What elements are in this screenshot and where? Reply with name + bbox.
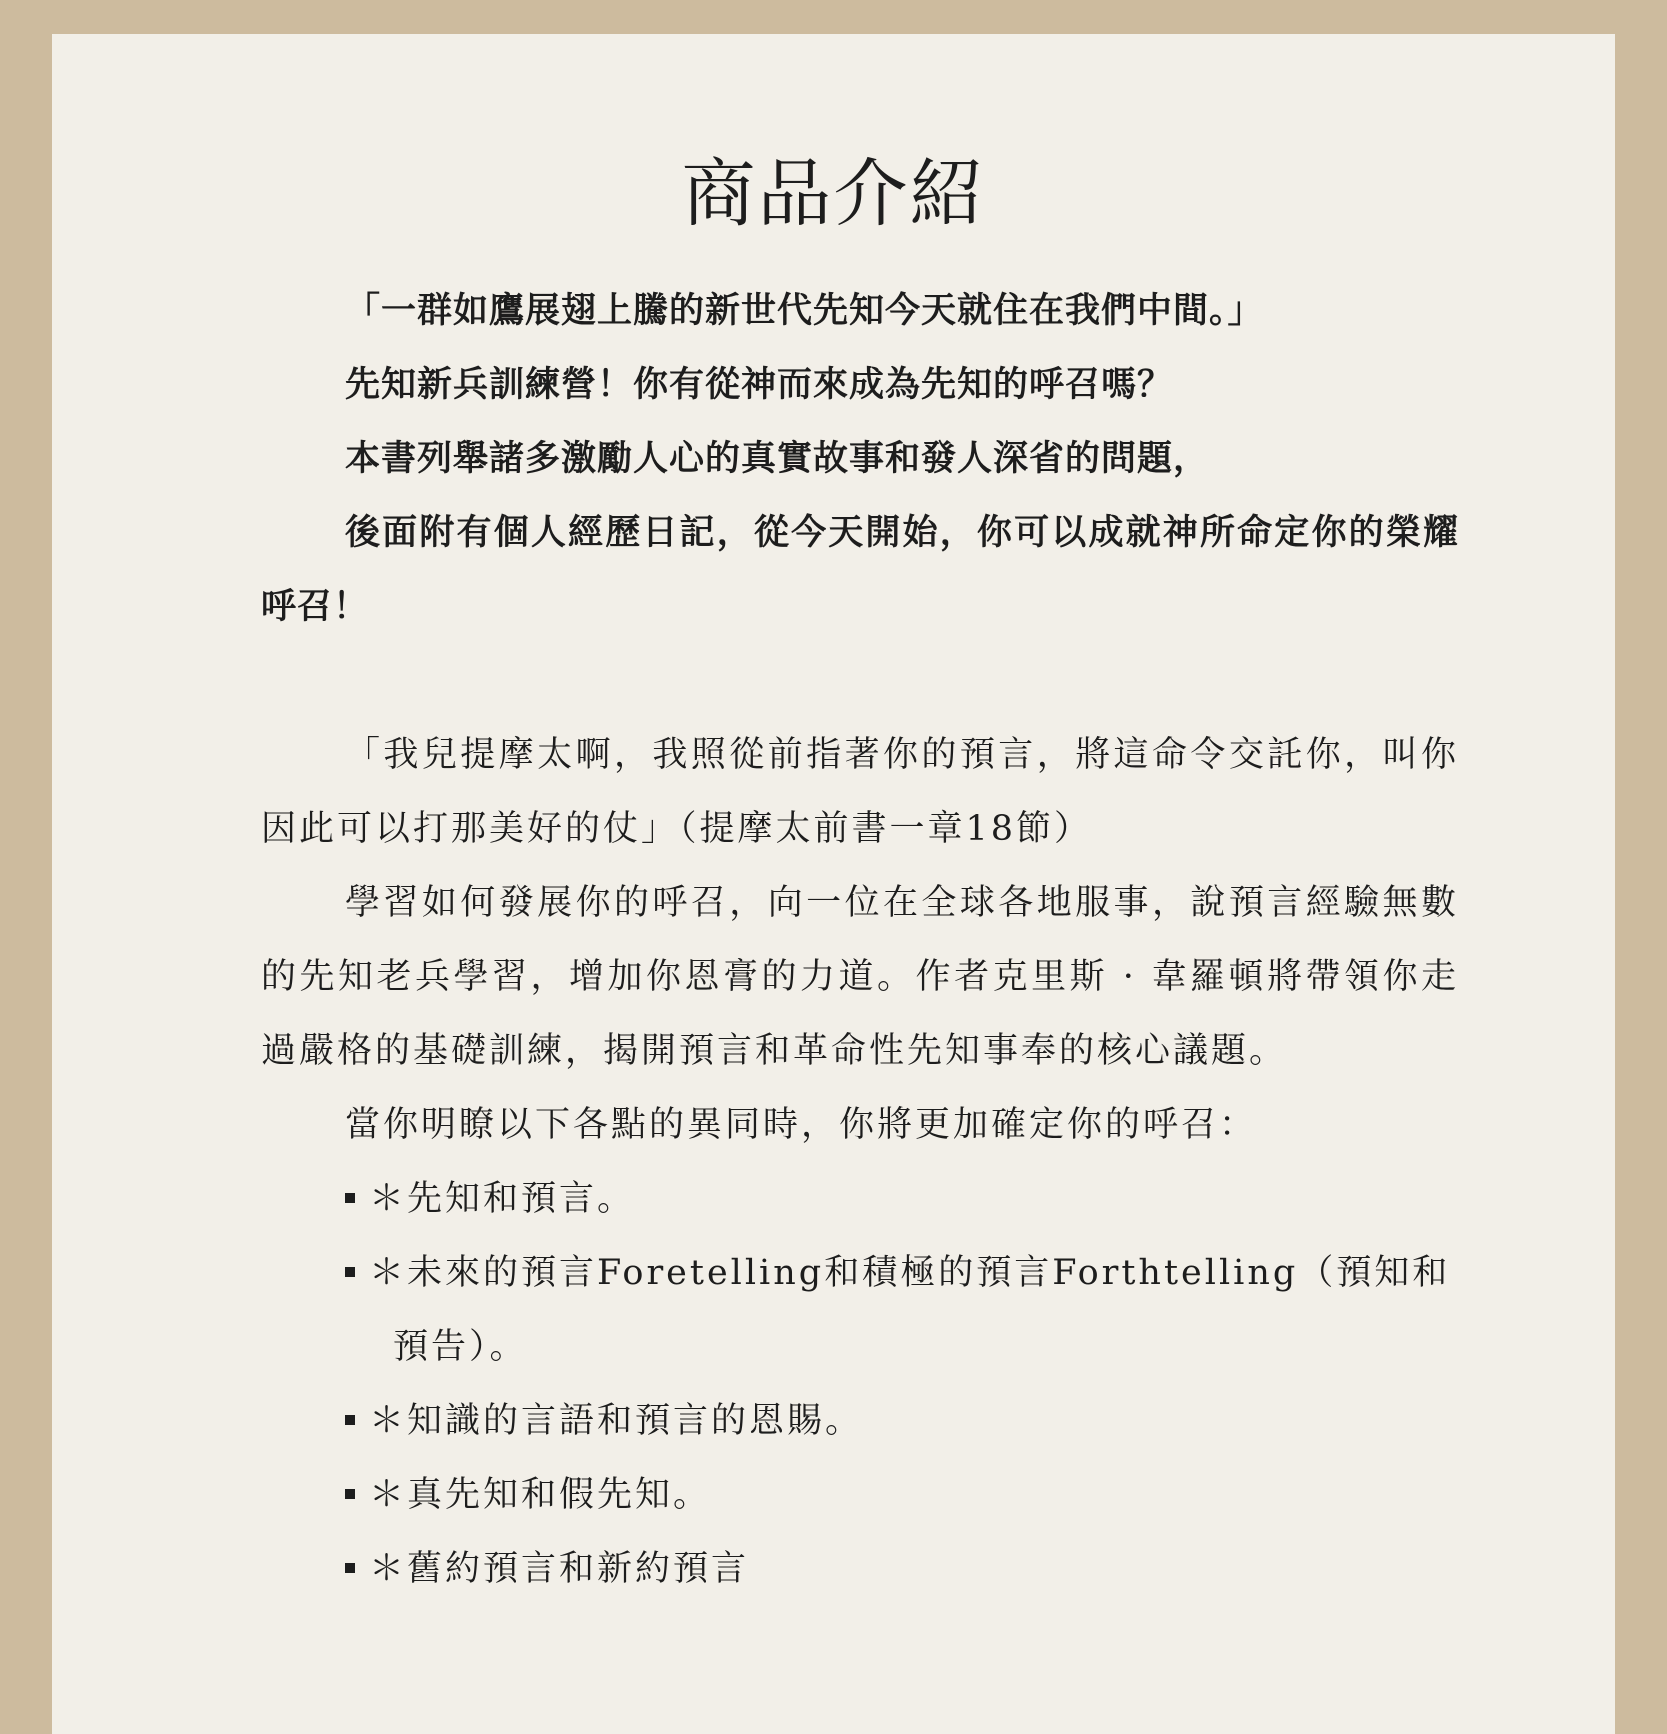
list-item-text: ＊先知和預言。 [369, 1179, 636, 1219]
bullet-icon [345, 1489, 355, 1499]
author-paragraph: 學習如何發展你的呼召，向一位在全球各地服事，說預言經驗無數的先知老兵學習，增加你恩膏的力道。作者克里斯 · 韋羅頓將帶領你走過嚴格的基礎訓練，揭開預言和革命性先知事奉的核心議題。 [261, 883, 1459, 1071]
bullet-icon [345, 1415, 355, 1425]
page-title: 商品介紹 [681, 151, 986, 237]
list-intro: 當你明瞭以下各點的異同時，你將更加確定你的呼召： [345, 1105, 1258, 1145]
topic-list [261, 1162, 1459, 1606]
list-item [261, 1236, 1459, 1384]
scripture-quote: 「我兒提摩太啊，我照從前指著你的預言，將這命令交託你，叫你因此可以打那美好的仗」（提摩太前書一章18節） [261, 735, 1459, 849]
bullet-icon [345, 1563, 355, 1573]
list-item [261, 1458, 1459, 1532]
list-item-text: ＊舊約預言和新約預言 [369, 1549, 750, 1589]
paragraph-spacer [261, 644, 1459, 718]
list-item [261, 1384, 1459, 1458]
list-item-text: ＊知識的言語和預言的恩賜。 [369, 1401, 864, 1441]
bullet-icon [345, 1267, 355, 1277]
intro-journal-note: 後面附有個人經歷日記，從今天開始，你可以成就神所命定你的榮耀呼召！ [261, 512, 1459, 627]
intro-quote: 「一群如鷹展翅上騰的新世代先知今天就住在我們中間。」 [345, 290, 1264, 331]
product-description-card [52, 34, 1615, 1734]
list-item [261, 1162, 1459, 1236]
description-content [261, 274, 1459, 1606]
intro-question: 先知新兵訓練營！你有從神而來成為先知的呼召嗎？ [345, 364, 1174, 405]
list-item-text: ＊未來的預言Foretelling和積極的預言Forthtelling（預知和預告）。 [369, 1253, 1451, 1367]
intro-book-summary: 本書列舉諸多激勵人心的真實故事和發人深省的問題， [345, 438, 1210, 479]
list-item-text: ＊真先知和假先知。 [369, 1475, 712, 1515]
bullet-icon [345, 1193, 355, 1203]
list-item [261, 1532, 1459, 1606]
